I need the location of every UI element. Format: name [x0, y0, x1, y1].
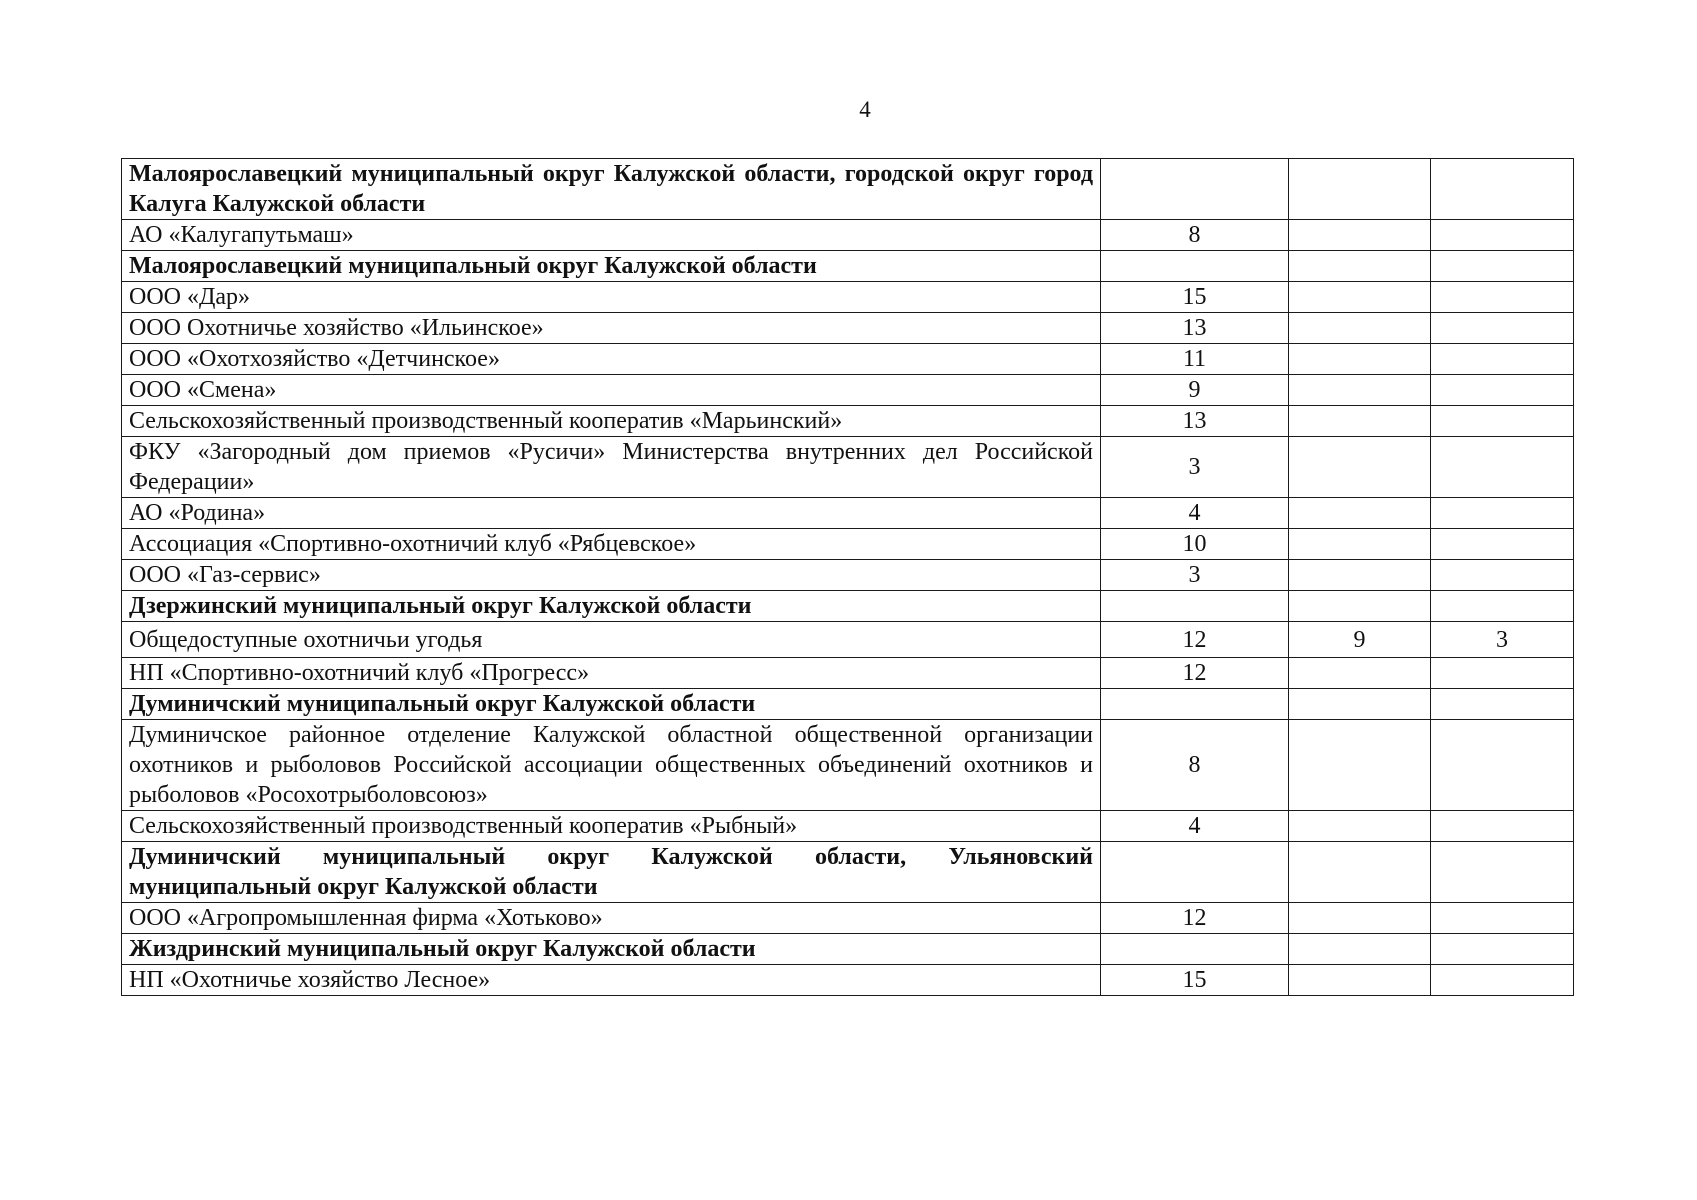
row-col-b [1431, 658, 1574, 689]
row-col-b: 3 [1431, 622, 1574, 658]
row-total: 12 [1101, 658, 1289, 689]
row-col-b [1431, 375, 1574, 406]
row-col-b [1431, 437, 1574, 498]
row-col-a [1289, 159, 1431, 220]
row-col-a [1289, 282, 1431, 313]
row-col-b [1431, 220, 1574, 251]
row-col-b [1431, 282, 1574, 313]
page-number: 4 [859, 97, 871, 122]
row-col-a [1289, 498, 1431, 529]
row-total: 12 [1101, 622, 1289, 658]
table-row [122, 658, 1574, 689]
row-name: Думиничский муниципальный округ Калужской области [122, 689, 1101, 720]
row-total [1101, 591, 1289, 622]
row-name: ООО «Газ-сервис» [122, 560, 1101, 591]
table-row [122, 282, 1574, 313]
row-total: 9 [1101, 375, 1289, 406]
row-col-a [1289, 529, 1431, 560]
table-row [122, 220, 1574, 251]
row-col-a [1289, 811, 1431, 842]
row-name: Общедоступные охотничьи угодья [122, 622, 1101, 658]
row-col-b [1431, 689, 1574, 720]
row-name: Жиздринский муниципальный округ Калужской области [122, 934, 1101, 965]
table-row [122, 811, 1574, 842]
row-name: Малоярославецкий муниципальный округ Калужской области [122, 251, 1101, 282]
row-name: Дзержинский муниципальный округ Калужской области [122, 591, 1101, 622]
row-name: Думиничское районное отделение Калужской областной общественной организации охотников и рыболовов Российской ассоциации общественных объединений охотников и рыболовов «Росохотрыболовсоюз» [122, 720, 1101, 811]
row-total [1101, 159, 1289, 220]
table-row [122, 344, 1574, 375]
row-col-a [1289, 658, 1431, 689]
row-name: ООО «Агропромышленная фирма «Хотьково» [122, 903, 1101, 934]
row-col-a [1289, 344, 1431, 375]
row-total: 15 [1101, 282, 1289, 313]
row-name: НП «Спортивно-охотничий клуб «Прогресс» [122, 658, 1101, 689]
row-total: 3 [1101, 437, 1289, 498]
table-row [122, 560, 1574, 591]
row-col-b [1431, 313, 1574, 344]
row-col-a [1289, 437, 1431, 498]
row-total: 15 [1101, 965, 1289, 996]
row-col-b [1431, 811, 1574, 842]
row-total: 13 [1101, 406, 1289, 437]
row-col-a [1289, 689, 1431, 720]
row-col-a [1289, 313, 1431, 344]
table-row-group-header [122, 689, 1574, 720]
table-row [122, 622, 1574, 658]
row-col-a [1289, 251, 1431, 282]
table-row [122, 375, 1574, 406]
table-row [122, 406, 1574, 437]
row-col-a [1289, 842, 1431, 903]
row-col-b [1431, 934, 1574, 965]
table-row-group-header [122, 159, 1574, 220]
row-col-a [1289, 375, 1431, 406]
table-row [122, 498, 1574, 529]
row-col-a [1289, 591, 1431, 622]
row-col-a [1289, 903, 1431, 934]
table-row [122, 529, 1574, 560]
table-row-group-header [122, 934, 1574, 965]
row-col-b [1431, 406, 1574, 437]
table-row-group-header [122, 591, 1574, 622]
row-col-b [1431, 720, 1574, 811]
row-col-a [1289, 720, 1431, 811]
row-name: ООО Охотничье хозяйство «Ильинское» [122, 313, 1101, 344]
row-col-b [1431, 965, 1574, 996]
table-row [122, 313, 1574, 344]
row-name: ООО «Дар» [122, 282, 1101, 313]
row-name: НП «Охотничье хозяйство Лесное» [122, 965, 1101, 996]
row-total: 4 [1101, 811, 1289, 842]
row-total: 8 [1101, 720, 1289, 811]
row-total: 8 [1101, 220, 1289, 251]
row-name: Ассоциация «Спортивно-охотничий клуб «Рябцевское» [122, 529, 1101, 560]
row-name: Думиничский муниципальный округ Калужской области, Ульяновский муниципальный округ Калужской области [122, 842, 1101, 903]
row-col-b [1431, 903, 1574, 934]
row-name: ООО «Смена» [122, 375, 1101, 406]
row-total: 4 [1101, 498, 1289, 529]
row-col-b [1431, 251, 1574, 282]
row-col-b [1431, 842, 1574, 903]
allocation-table [121, 158, 1574, 996]
row-col-a [1289, 560, 1431, 591]
row-col-a [1289, 965, 1431, 996]
row-total: 11 [1101, 344, 1289, 375]
row-col-b [1431, 498, 1574, 529]
row-name: ООО «Охотхозяйство «Детчинское» [122, 344, 1101, 375]
row-total [1101, 934, 1289, 965]
row-total: 3 [1101, 560, 1289, 591]
row-col-a [1289, 934, 1431, 965]
row-name: АО «Калугапутьмаш» [122, 220, 1101, 251]
table-row [122, 965, 1574, 996]
row-col-a: 9 [1289, 622, 1431, 658]
row-total [1101, 689, 1289, 720]
row-name: АО «Родина» [122, 498, 1101, 529]
table-row [122, 903, 1574, 934]
row-total: 13 [1101, 313, 1289, 344]
row-total [1101, 251, 1289, 282]
row-col-b [1431, 560, 1574, 591]
table-row-group-header [122, 842, 1574, 903]
row-total: 12 [1101, 903, 1289, 934]
row-col-a [1289, 406, 1431, 437]
row-col-b [1431, 344, 1574, 375]
row-col-b [1431, 529, 1574, 560]
table-row-group-header [122, 251, 1574, 282]
row-total [1101, 842, 1289, 903]
row-col-a [1289, 220, 1431, 251]
row-name: Сельскохозяйственный производственный кооператив «Марьинский» [122, 406, 1101, 437]
row-col-b [1431, 159, 1574, 220]
table-row [122, 720, 1574, 811]
row-name: Малоярославецкий муниципальный округ Калужской области, городской округ город Калуга Калужской области [122, 159, 1101, 220]
row-name: Сельскохозяйственный производственный кооператив «Рыбный» [122, 811, 1101, 842]
table-row [122, 437, 1574, 498]
row-col-b [1431, 591, 1574, 622]
row-total: 10 [1101, 529, 1289, 560]
row-name: ФКУ «Загородный дом приемов «Русичи» Министерства внутренних дел Российской Федерации» [122, 437, 1101, 498]
